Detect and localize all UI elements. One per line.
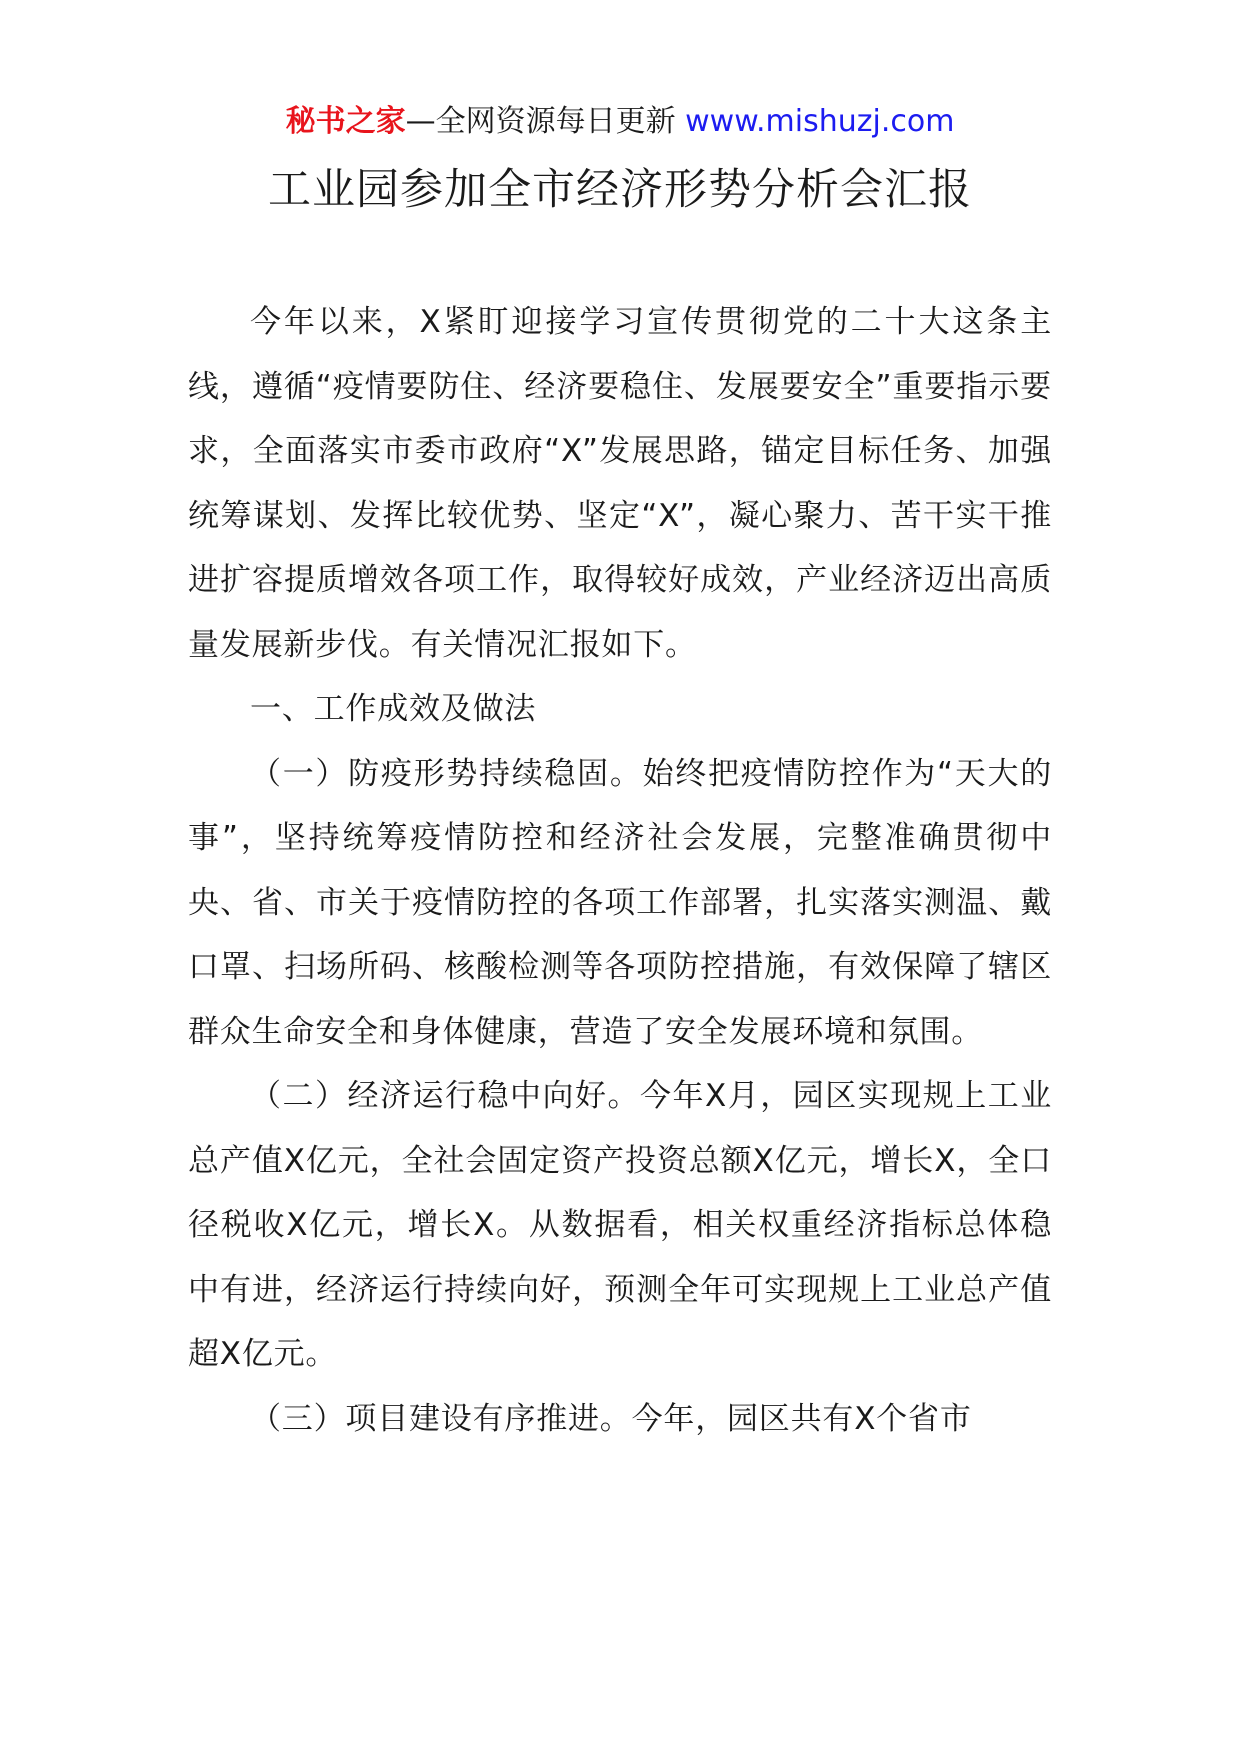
brand-name: 秘书之家 [285,104,406,139]
site-header [0,102,1240,142]
paragraph-epidemic: （一）防疫形势持续稳固。始终把疫情防控作为“天大的事”，坚持统筹疫情防控和经济社会发展，完整准确贯彻中央、省、市关于疫情防控的各项工作部署，扎实落实测温、戴口罩、扫场所码、核酸检测等各项防控措施，有效保障了辖区群众生命安全和身体健康，营造了安全发展环境和氛围。 [188,755,1052,1050]
document-body [188,290,1052,1451]
header-tagline: —全网资源每日更新 [405,104,686,139]
document-title: 工业园参加全市经济形势分析会汇报 [268,165,972,215]
paragraph-economy: （二）经济运行稳中向好。今年X月，园区实现规上工业总产值X亿元，全社会固定资产投资总额X亿元，增长X，全口径税收X亿元，增长X。从数据看，相关权重经济指标总体稳中有进，经济运行持续向好，预测全年可实现规上工业总产值超X亿元。 [188,1078,1052,1372]
section-heading: 一、工作成效及做法 [250,691,537,727]
paragraph-projects: （三）项目建设有序推进。今年，园区共有X个省市 [250,1400,972,1437]
paragraph-intro: 今年以来，X紧盯迎接学习宣传贯彻党的二十大这条主线，遵循“疫情要防住、经济要稳住、发展要安全”重要指示要求，全面落实市委市政府“X”发展思路，锚定目标任务、加强统筹谋划、发挥比较优势、坚定“X”，凝心聚力、苦干实干推进扩容提质增效各项工作，取得较好成效，产业经济迈出高质量发展新步伐。有关情况汇报如下。 [188,304,1052,663]
site-url[interactable]: www.mishuzj.com [685,104,955,139]
